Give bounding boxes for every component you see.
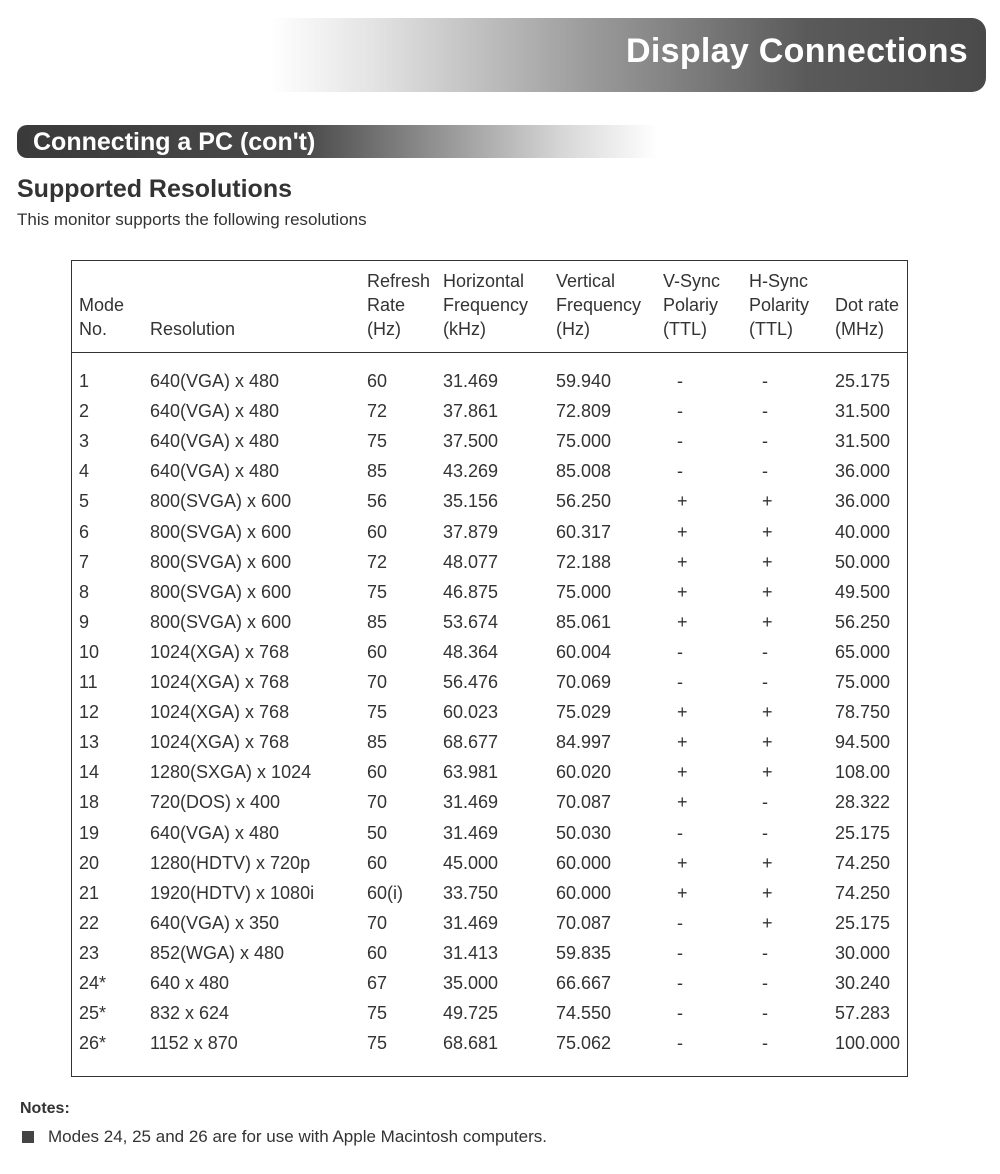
cell-vertical-frequency: 56.250 — [556, 491, 612, 512]
cell-horizontal-frequency: 37.500 — [443, 431, 499, 452]
cell-horizontal-frequency: 37.861 — [443, 401, 499, 422]
cell-mode-no: 10 — [79, 641, 100, 662]
cell-refresh-rate: 85 — [367, 611, 388, 632]
cell-horizontal-frequency: 63.981 — [443, 762, 499, 783]
cell-dot-rate: 108.00 — [835, 762, 891, 783]
cell-dot-rate: 25.175 — [835, 822, 891, 843]
cell-dot-rate: 25.175 — [835, 912, 891, 933]
column-header-horizontal-frequency — [443, 269, 528, 341]
column-header-line: Mode — [79, 295, 125, 315]
column-header-line: (Hz) — [367, 319, 401, 339]
cell-mode-no: 18 — [79, 792, 100, 813]
column-header-line: (MHz) — [835, 319, 884, 339]
cell-mode-no: 3 — [79, 431, 90, 452]
note-item — [22, 1127, 547, 1147]
cell-refresh-rate: 75 — [367, 581, 388, 602]
cell-mode-no: 5 — [79, 491, 90, 512]
cell-dot-rate: 36.000 — [835, 491, 891, 512]
cell-dot-rate: 40.000 — [835, 521, 891, 542]
cell-dot-rate: 30.000 — [835, 942, 891, 963]
cell-resolution: 800(SVGA) x 600 — [150, 491, 292, 512]
cell-dot-rate: 28.322 — [835, 792, 891, 813]
cell-mode-no: 2 — [79, 401, 90, 422]
cell-resolution: 1280(HDTV) x 720p — [150, 852, 311, 873]
cell-resolution: 1280(SXGA) x 1024 — [150, 762, 312, 783]
cell-refresh-rate: 72 — [367, 551, 388, 572]
column-header-line: Polarity — [749, 295, 810, 315]
cell-vertical-frequency: 74.550 — [556, 1003, 612, 1024]
cell-refresh-rate: 72 — [367, 401, 388, 422]
cell-v-sync-polarity: + — [677, 521, 688, 542]
cell-horizontal-frequency: 53.674 — [443, 611, 499, 632]
cell-refresh-rate: 75 — [367, 1033, 388, 1054]
cell-resolution: 640(VGA) x 480 — [150, 401, 280, 422]
column-header-line — [150, 293, 235, 317]
cell-mode-no: 9 — [79, 611, 90, 632]
cell-h-sync-polarity: - — [762, 1033, 768, 1054]
cell-h-sync-polarity: + — [762, 732, 773, 753]
notes-label: Notes: — [20, 1100, 70, 1117]
cell-v-sync-polarity: + — [677, 852, 688, 873]
cell-resolution: 640(VGA) x 480 — [150, 461, 280, 482]
column-header-vertical-frequency — [556, 269, 641, 341]
cell-resolution: 640 x 480 — [150, 973, 230, 993]
cell-dot-rate: 31.500 — [835, 401, 891, 422]
cell-h-sync-polarity: - — [762, 461, 768, 482]
cell-refresh-rate: 75 — [367, 1003, 388, 1024]
cell-v-sync-polarity: + — [677, 702, 688, 723]
cell-horizontal-frequency: 49.725 — [443, 1003, 499, 1024]
cell-horizontal-frequency: 33.750 — [443, 882, 499, 903]
cell-h-sync-polarity: - — [762, 1003, 768, 1024]
cell-h-sync-polarity: - — [762, 822, 768, 843]
cell-horizontal-frequency: 56.476 — [443, 672, 499, 692]
column-header-line: (kHz) — [443, 319, 486, 339]
column-header-line: Frequency — [443, 295, 529, 315]
cell-refresh-rate: 60 — [367, 852, 388, 873]
cell-refresh-rate: 50 — [367, 822, 388, 843]
column-header-refresh-rate — [367, 269, 430, 341]
cell-refresh-rate: 70 — [367, 792, 388, 813]
cell-vertical-frequency: 72.188 — [556, 551, 612, 572]
cell-dot-rate: 74.250 — [835, 852, 891, 873]
cell-refresh-rate: 70 — [367, 912, 388, 933]
cell-dot-rate: 94.500 — [835, 732, 891, 753]
cell-resolution: 832 x 624 — [150, 1003, 230, 1024]
section-bar — [17, 125, 657, 158]
cell-resolution: 852(WGA) x 480 — [150, 942, 285, 963]
cell-h-sync-polarity: + — [762, 611, 773, 632]
cell-refresh-rate: 85 — [367, 461, 388, 482]
cell-mode-no: 25* — [79, 1003, 107, 1024]
cell-v-sync-polarity: + — [677, 611, 688, 632]
cell-mode-no: 6 — [79, 521, 90, 542]
cell-horizontal-frequency: 35.156 — [443, 491, 499, 512]
cell-refresh-rate: 75 — [367, 431, 388, 452]
page-header-banner — [270, 18, 986, 92]
cell-v-sync-polarity: + — [677, 762, 688, 783]
cell-mode-no: 1 — [79, 371, 90, 391]
cell-v-sync-polarity: - — [677, 822, 683, 843]
cell-dot-rate: 65.000 — [835, 641, 891, 662]
cell-h-sync-polarity: - — [762, 641, 768, 662]
cell-dot-rate: 50.000 — [835, 551, 891, 572]
column-header-line: H-Sync — [749, 271, 809, 291]
cell-horizontal-frequency: 68.677 — [443, 732, 499, 753]
cell-refresh-rate: 60 — [367, 641, 388, 662]
cell-dot-rate: 49.500 — [835, 581, 891, 602]
cell-v-sync-polarity: - — [677, 371, 683, 391]
cell-refresh-rate: 60 — [367, 521, 388, 542]
cell-resolution: 800(SVGA) x 600 — [150, 611, 292, 632]
cell-vertical-frequency: 60.000 — [556, 852, 612, 873]
cell-dot-rate: 100.000 — [835, 1033, 901, 1054]
cell-vertical-frequency: 60.317 — [556, 521, 612, 542]
header-divider — [72, 352, 907, 353]
cell-horizontal-frequency: 48.077 — [443, 551, 499, 572]
subsection-heading: Supported Resolutions — [17, 175, 292, 203]
cell-vertical-frequency: 59.835 — [556, 942, 612, 963]
cell-resolution: 1920(HDTV) x 1080i — [150, 882, 315, 903]
cell-horizontal-frequency: 35.000 — [443, 973, 499, 993]
column-header-line — [79, 269, 124, 293]
cell-v-sync-polarity: + — [677, 581, 688, 602]
cell-v-sync-polarity: - — [677, 942, 683, 963]
cell-h-sync-polarity: + — [762, 762, 773, 783]
cell-v-sync-polarity: + — [677, 551, 688, 572]
cell-h-sync-polarity: - — [762, 792, 768, 813]
cell-vertical-frequency: 85.008 — [556, 461, 612, 482]
cell-v-sync-polarity: - — [677, 1003, 683, 1024]
cell-vertical-frequency: 75.062 — [556, 1033, 612, 1054]
cell-h-sync-polarity: - — [762, 672, 768, 692]
cell-h-sync-polarity: + — [762, 581, 773, 602]
cell-mode-no: 8 — [79, 581, 90, 602]
cell-horizontal-frequency: 37.879 — [443, 521, 499, 542]
cell-resolution: 640(VGA) x 350 — [150, 912, 280, 933]
cell-h-sync-polarity: + — [762, 912, 773, 933]
cell-vertical-frequency: 50.030 — [556, 822, 612, 843]
cell-resolution: 640(VGA) x 480 — [150, 431, 280, 452]
column-header-line: (TTL) — [663, 319, 707, 339]
cell-refresh-rate: 60 — [367, 762, 388, 783]
column-header-line: Frequency — [556, 295, 642, 315]
cell-resolution: 1152 x 870 — [150, 1033, 238, 1054]
cell-h-sync-polarity: + — [762, 491, 773, 512]
cell-dot-rate: 25.175 — [835, 371, 891, 391]
cell-v-sync-polarity: - — [677, 641, 683, 662]
cell-resolution: 1024(XGA) x 768 — [150, 732, 290, 753]
cell-resolution: 640(VGA) x 480 — [150, 371, 280, 391]
cell-v-sync-polarity: - — [677, 672, 683, 692]
cell-mode-no: 26* — [79, 1033, 107, 1054]
cell-dot-rate: 74.250 — [835, 882, 891, 903]
cell-refresh-rate: 56 — [367, 491, 388, 512]
cell-resolution: 800(SVGA) x 600 — [150, 551, 292, 572]
section-title: Connecting a PC (con't) — [33, 128, 316, 156]
cell-resolution: 640(VGA) x 480 — [150, 822, 280, 843]
cell-h-sync-polarity: - — [762, 942, 768, 963]
cell-v-sync-polarity: + — [677, 882, 688, 903]
cell-mode-no: 20 — [79, 852, 100, 873]
cell-mode-no: 7 — [79, 551, 90, 572]
cell-mode-no: 22 — [79, 912, 100, 933]
column-header-line: Rate — [367, 295, 406, 315]
cell-horizontal-frequency: 31.469 — [443, 912, 499, 933]
cell-v-sync-polarity: - — [677, 431, 683, 452]
column-header-mode-no — [79, 269, 124, 341]
cell-mode-no: 4 — [79, 461, 90, 482]
column-header-dot-rate — [835, 269, 899, 341]
cell-h-sync-polarity: + — [762, 852, 773, 873]
cell-dot-rate: 78.750 — [835, 702, 891, 723]
cell-vertical-frequency: 84.997 — [556, 732, 612, 753]
cell-horizontal-frequency: 31.469 — [443, 822, 499, 843]
cell-vertical-frequency: 60.000 — [556, 882, 612, 903]
column-header-line — [150, 269, 235, 293]
column-header-v-sync-polarity — [663, 269, 720, 341]
cell-horizontal-frequency: 43.269 — [443, 461, 499, 482]
cell-v-sync-polarity: - — [677, 461, 683, 482]
cell-vertical-frequency: 66.667 — [556, 973, 612, 993]
resolutions-table — [71, 260, 908, 1077]
column-header-line: (Hz) — [556, 319, 590, 339]
column-header-line: Dot rate — [835, 295, 900, 315]
cell-mode-no: 14 — [79, 762, 100, 783]
column-header-line: Horizontal — [443, 271, 525, 291]
cell-horizontal-frequency: 31.469 — [443, 792, 499, 813]
cell-horizontal-frequency: 31.413 — [443, 942, 499, 963]
cell-vertical-frequency: 70.069 — [556, 672, 612, 692]
cell-vertical-frequency: 60.020 — [556, 762, 612, 783]
square-bullet-icon — [22, 1131, 34, 1143]
cell-horizontal-frequency: 46.875 — [443, 581, 499, 602]
cell-dot-rate: 36.000 — [835, 461, 891, 482]
cell-h-sync-polarity: + — [762, 882, 773, 903]
cell-vertical-frequency: 85.061 — [556, 611, 612, 632]
cell-mode-no: 24* — [79, 973, 107, 993]
cell-horizontal-frequency: 68.681 — [443, 1033, 499, 1054]
column-header-line: V-Sync — [663, 271, 721, 291]
cell-refresh-rate: 75 — [367, 702, 388, 723]
cell-h-sync-polarity: - — [762, 431, 768, 452]
cell-h-sync-polarity: - — [762, 371, 768, 391]
cell-horizontal-frequency: 31.469 — [443, 371, 499, 391]
cell-mode-no: 19 — [79, 822, 100, 843]
cell-refresh-rate: 60 — [367, 371, 388, 391]
cell-resolution: 1024(XGA) x 768 — [150, 641, 290, 662]
column-header-line: No. — [79, 319, 108, 339]
cell-v-sync-polarity: - — [677, 973, 683, 993]
cell-h-sync-polarity: + — [762, 521, 773, 542]
cell-mode-no: 12 — [79, 702, 100, 723]
cell-v-sync-polarity: + — [677, 491, 688, 512]
cell-dot-rate: 30.240 — [835, 973, 891, 993]
column-header-line: Vertical — [556, 271, 616, 291]
cell-v-sync-polarity: + — [677, 792, 688, 813]
note-text: Modes 24, 25 and 26 are for use with Apple Macintosh computers. — [48, 1127, 547, 1146]
column-header-h-sync-polarity — [749, 269, 809, 341]
cell-mode-no: 21 — [79, 882, 100, 903]
cell-dot-rate: 56.250 — [835, 611, 891, 632]
cell-vertical-frequency: 75.000 — [556, 431, 612, 452]
page-header-title: Display Connections — [626, 32, 968, 70]
cell-horizontal-frequency: 45.000 — [443, 852, 499, 873]
cell-v-sync-polarity: - — [677, 1033, 683, 1054]
cell-vertical-frequency: 70.087 — [556, 792, 612, 813]
cell-dot-rate: 57.283 — [835, 1003, 891, 1024]
cell-horizontal-frequency: 48.364 — [443, 641, 499, 662]
cell-refresh-rate: 70 — [367, 672, 388, 692]
cell-vertical-frequency: 75.029 — [556, 702, 612, 723]
cell-h-sync-polarity: + — [762, 551, 773, 572]
column-header-line — [835, 269, 899, 293]
cell-resolution: 800(SVGA) x 600 — [150, 581, 292, 602]
cell-refresh-rate: 60(i) — [367, 882, 404, 903]
cell-mode-no: 23 — [79, 942, 100, 963]
cell-resolution: 800(SVGA) x 600 — [150, 521, 292, 542]
cell-mode-no: 13 — [79, 732, 100, 753]
cell-v-sync-polarity: + — [677, 732, 688, 753]
column-header-line: Polariy — [663, 295, 719, 315]
cell-resolution: 720(DOS) x 400 — [150, 792, 281, 813]
cell-vertical-frequency: 75.000 — [556, 581, 612, 602]
cell-v-sync-polarity: - — [677, 912, 683, 933]
subsection-description: This monitor supports the following resolutions — [17, 210, 367, 229]
cell-vertical-frequency: 60.004 — [556, 641, 612, 662]
column-header-line: Refresh — [367, 271, 431, 291]
cell-dot-rate: 75.000 — [835, 672, 891, 692]
cell-vertical-frequency: 59.940 — [556, 371, 612, 391]
cell-vertical-frequency: 70.087 — [556, 912, 612, 933]
cell-refresh-rate: 60 — [367, 942, 388, 963]
cell-mode-no: 11 — [79, 672, 98, 692]
column-header-line: Resolution — [150, 319, 236, 339]
cell-v-sync-polarity: - — [677, 401, 683, 422]
cell-resolution: 1024(XGA) x 768 — [150, 672, 290, 692]
cell-horizontal-frequency: 60.023 — [443, 702, 499, 723]
cell-h-sync-polarity: - — [762, 973, 768, 993]
cell-h-sync-polarity: - — [762, 401, 768, 422]
cell-dot-rate: 31.500 — [835, 431, 891, 452]
cell-vertical-frequency: 72.809 — [556, 401, 612, 422]
cell-h-sync-polarity: + — [762, 702, 773, 723]
column-header-line: (TTL) — [749, 319, 793, 339]
column-header-resolution — [150, 269, 235, 341]
cell-resolution: 1024(XGA) x 768 — [150, 702, 290, 723]
cell-refresh-rate: 85 — [367, 732, 388, 753]
cell-refresh-rate: 67 — [367, 973, 388, 993]
